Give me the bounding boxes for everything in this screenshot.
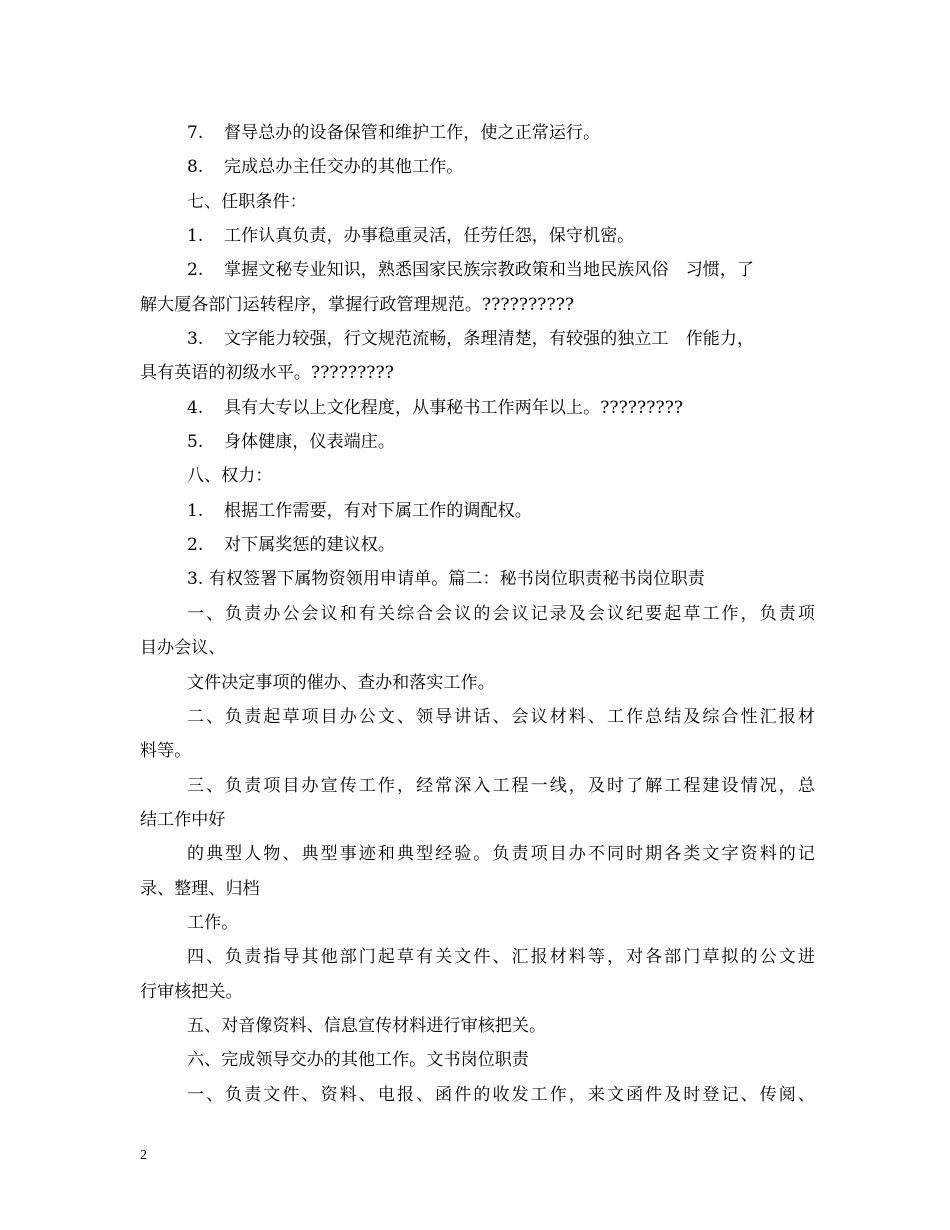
list-item-text: 文字能力较强，行文规范流畅，条理清楚，有较强的独立工 作能力， xyxy=(224,329,755,350)
list-number: 7. xyxy=(187,123,204,143)
text-line xyxy=(140,253,815,287)
text-line: 一、负责办公会议和有关综合会议的会议记录及会议纪要起草工作，负责项 xyxy=(187,603,815,624)
list-item-text: 督导总办的设备保管和维护工作，使之正常运行。 xyxy=(224,123,601,143)
text-line: 行审核把关。 xyxy=(140,981,243,1002)
page-number: 2 xyxy=(140,1148,147,1163)
list-item-text: 工作认真负责，办事稳重灵活，任劳任怨，保守机密。 xyxy=(224,226,635,247)
text-line xyxy=(140,391,815,425)
text-line xyxy=(140,322,815,356)
text-line xyxy=(140,425,815,459)
list-item-text: 掌握文秘专业知识，熟悉国家民族宗教政策和当地民族风俗 习惯，了 xyxy=(224,260,755,281)
text-line: 解大厦各部门运转程序，掌握行政管理规范。?????????? xyxy=(140,294,575,315)
list-number: 5. xyxy=(187,432,204,453)
text-line: 结工作中好 xyxy=(140,809,226,830)
text-line: 六、完成领导交办的其他工作。文书岗位职责 xyxy=(187,1050,529,1071)
text-line: 文件决定事项的催办、查办和落实工作。 xyxy=(187,672,495,693)
text-line: 3. 有权签署下属物资领用申请单。篇二：秘书岗位职责秘书岗位职责 xyxy=(187,569,705,590)
text-line: 的典型人物、典型事迹和典型经验。负责项目办不同时期各类文字资料的记 xyxy=(187,844,815,865)
list-number: 2. xyxy=(187,260,204,281)
text-line xyxy=(140,116,815,150)
text-line: 五、对音像资料、信息宣传材料进行审核把关。 xyxy=(187,1015,547,1036)
text-line: 四、负责指导其他部门起草有关文件、汇报材料等，对各部门草拟的公文进 xyxy=(187,947,815,968)
text-line xyxy=(140,528,815,562)
list-number: 2. xyxy=(187,535,204,556)
text-line xyxy=(140,150,815,184)
list-item-text: 根据工作需要，有对下属工作的调配权。 xyxy=(224,500,532,521)
list-number: 1. xyxy=(187,500,204,521)
list-number: 8. xyxy=(187,157,204,178)
text-line: 录、整理、归档 xyxy=(140,878,260,899)
text-line: 目办会议、 xyxy=(140,638,226,659)
list-number: 3. xyxy=(187,329,204,350)
text-line: 一、负责文件、资料、电报、函件的收发工作，来文函件及时登记、传阅、 xyxy=(187,1084,815,1105)
list-number: 1. xyxy=(187,226,204,247)
list-item-text: 身体健康，仪表端庄。 xyxy=(224,432,395,453)
text-line: 二、负责起草项目办公文、领导讲话、会议材料、工作总结及综合性汇报材 xyxy=(187,706,815,727)
list-item-text: 具有大专以上文化程度，从事秘书工作两年以上。????????? xyxy=(224,397,684,418)
text-line: 三、负责项目办宣传工作，经常深入工程一线，及时了解工程建设情况，总 xyxy=(187,775,815,796)
list-number: 4. xyxy=(187,397,204,418)
document-body xyxy=(140,116,815,1112)
text-line: 工作。 xyxy=(187,912,239,933)
text-line: 七、任职条件： xyxy=(187,191,307,212)
list-item-text: 对下属奖惩的建议权。 xyxy=(224,535,395,556)
text-line: 料等。 xyxy=(140,741,192,762)
text-line: 八、权力： xyxy=(187,466,273,487)
text-line xyxy=(140,494,815,528)
list-item-text: 完成总办主任交办的其他工作。 xyxy=(224,157,464,178)
text-line xyxy=(140,219,815,253)
text-line: 具有英语的初级水平。????????? xyxy=(140,363,394,384)
